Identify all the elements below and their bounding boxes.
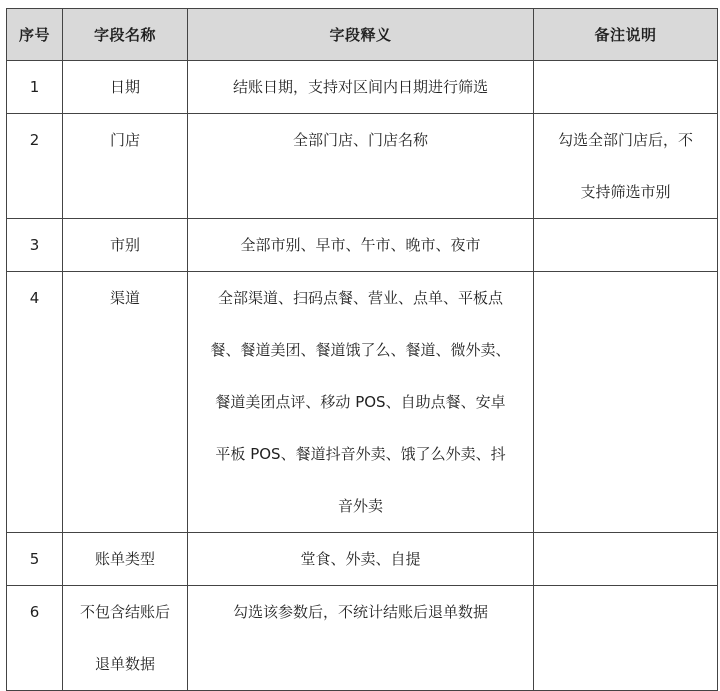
- cell-field-name-line: 市别: [109, 236, 140, 254]
- cell-serial-number: [7, 533, 63, 586]
- cell-field-definition: [188, 61, 534, 114]
- cell-field-definition-line: 餐道美团点评、移动 POS、自助点餐、安卓: [215, 393, 506, 411]
- cell-field-definition-line: 音外卖: [337, 497, 383, 515]
- table-row: [7, 219, 718, 272]
- cell-field-definition: [188, 272, 534, 533]
- table-row: [7, 114, 718, 219]
- cell-field-definition-line: 全部渠道、扫码点餐、营业、点单、平板点: [217, 289, 503, 307]
- header-remarks: 备注说明: [534, 9, 718, 61]
- header-field-name: 字段名称: [63, 9, 188, 61]
- cell-remarks: [534, 586, 718, 691]
- cell-serial-number: [7, 219, 63, 272]
- cell-field-definition: [188, 219, 534, 272]
- cell-serial-number-text: 1: [29, 78, 40, 96]
- cell-remarks: [534, 61, 718, 114]
- header-serial-number: 序号: [7, 9, 63, 61]
- cell-field-name: [63, 586, 188, 691]
- cell-field-definition: [188, 533, 534, 586]
- field-table-container: [6, 8, 718, 691]
- cell-field-name-line: 日期: [109, 78, 140, 96]
- cell-field-name: [63, 272, 188, 533]
- cell-field-definition: [188, 114, 534, 219]
- cell-remarks: [534, 114, 718, 219]
- cell-field-definition-line: 结账日期，支持对区间内日期进行筛选: [232, 78, 488, 96]
- cell-field-name: [63, 114, 188, 219]
- cell-serial-number: [7, 114, 63, 219]
- cell-field-name: [63, 61, 188, 114]
- table-body: [7, 61, 718, 691]
- cell-field-name-line: 不包含结账后: [79, 603, 170, 621]
- cell-field-name: [63, 533, 188, 586]
- field-definition-table: [6, 8, 718, 691]
- cell-field-definition-line: 勾选该参数后，不统计结账后退单数据: [232, 603, 488, 621]
- cell-field-name-line: 渠道: [109, 289, 140, 307]
- cell-remarks-line: 勾选全部门店后，不: [557, 131, 693, 149]
- header-row: [7, 9, 718, 61]
- cell-field-name-line: 账单类型: [94, 550, 155, 568]
- cell-field-name: [63, 219, 188, 272]
- cell-remarks-line: 支持筛选市别: [580, 183, 671, 201]
- cell-serial-number-text: 2: [29, 131, 40, 149]
- cell-field-definition-line: 堂食、外卖、自提: [300, 550, 421, 568]
- cell-serial-number-text: 6: [29, 603, 40, 621]
- cell-remarks: [534, 219, 718, 272]
- table-header: [7, 9, 718, 61]
- cell-field-name-line: 退单数据: [94, 655, 155, 673]
- cell-field-definition-line: 全部门店、门店名称: [292, 131, 428, 149]
- cell-serial-number: [7, 586, 63, 691]
- cell-field-definition: [188, 586, 534, 691]
- table-row: [7, 272, 718, 533]
- cell-serial-number: [7, 272, 63, 533]
- cell-serial-number-text: 3: [29, 236, 40, 254]
- cell-field-name-line: 门店: [109, 131, 140, 149]
- cell-field-definition-line: 全部市别、早市、午市、晚市、夜市: [240, 236, 481, 254]
- table-row: [7, 533, 718, 586]
- cell-serial-number-text: 4: [29, 289, 40, 307]
- cell-remarks: [534, 533, 718, 586]
- cell-field-definition-line: 餐、餐道美团、餐道饿了么、餐道、微外卖、: [210, 341, 511, 359]
- table-row: [7, 61, 718, 114]
- table-row: [7, 586, 718, 691]
- cell-field-definition-line: 平板 POS、餐道抖音外卖、饿了么外卖、抖: [215, 445, 506, 463]
- header-field-definition: 字段释义: [188, 9, 534, 61]
- cell-remarks: [534, 272, 718, 533]
- cell-serial-number: [7, 61, 63, 114]
- cell-serial-number-text: 5: [29, 550, 40, 568]
